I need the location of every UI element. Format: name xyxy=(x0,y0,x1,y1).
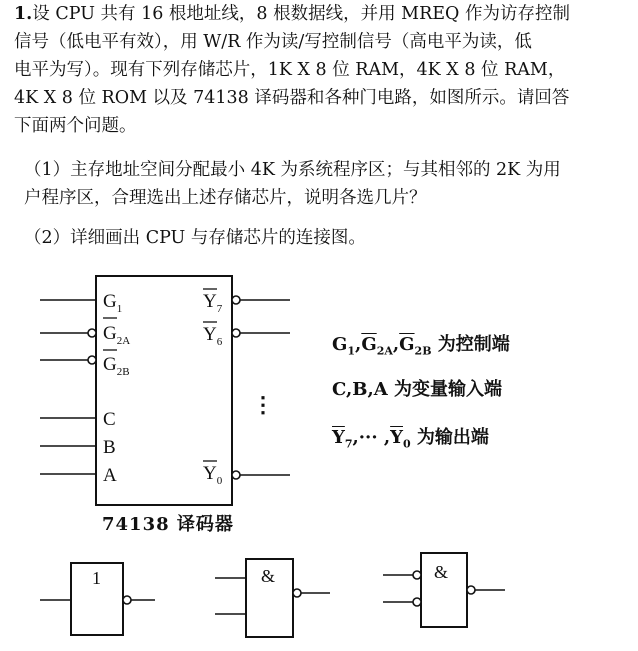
question-number: 1. xyxy=(14,4,33,24)
output-bubble-y0 xyxy=(232,471,240,479)
label-b: B xyxy=(103,437,116,458)
label-c: C xyxy=(103,409,116,430)
label-g2b: $G_{2B}$ xyxy=(103,354,130,378)
label-g1: $G_1$ xyxy=(103,291,123,315)
label-y6: $Y_6$ xyxy=(203,324,223,348)
nand-gate-input-bubble xyxy=(413,598,421,606)
output-bubble-y7 xyxy=(232,296,240,304)
label-y0: $Y_0$ xyxy=(203,463,223,487)
annotation-output: $\overline{Y}_7,\cdot\cdot\cdot ,\overline{Y}_0$ 为输出端 xyxy=(332,427,489,451)
question-line-1: 1.设 CPU 共有 16 根地址线，8 根数据线，并用 MREQ 作为访存控制 xyxy=(14,4,570,24)
question-line-5: 下面两个问题。 xyxy=(14,116,137,136)
question-line-3: 电平为写）。现有下列存储芯片，1K X 8 位 RAM，4K X 8 位 RAM， xyxy=(14,60,566,80)
sub1-line-1: （1）主存地址空间分配最小 4K 为系统程序区；与其相邻的 2K 为用 xyxy=(24,160,561,180)
nand-gate-bubble xyxy=(467,586,475,594)
label-g2a: $G_{2A}$ xyxy=(103,323,131,347)
annotation-control: $G_1,\overline{G}_{2A},\overline{G}_{2B}$ 为控制端 xyxy=(332,334,510,358)
and-gate-symbol: & xyxy=(261,566,276,586)
label-y7: $Y_7$ xyxy=(203,291,223,315)
decoder-caption: 74138 译码器 xyxy=(102,514,234,535)
nand-gate-symbol: & xyxy=(434,562,449,582)
output-bubble-y6 xyxy=(232,329,240,337)
not-gate-bubble xyxy=(123,596,131,604)
annotation-variable: C,B,A 为变量输入端 xyxy=(332,379,502,400)
sub1-line-2: 户程序区，合理选出上述存储芯片，说明各选几片？ xyxy=(24,188,427,208)
inverter-bubble xyxy=(88,356,96,364)
label-a: A xyxy=(103,465,117,486)
sub2-line-1: （2）详细画出 CPU 与存储芯片的连接图。 xyxy=(24,228,366,248)
question-line-2: 信号（低电平有效），用 W/R 作为读/写控制信号（高电平为读，低 xyxy=(14,32,532,52)
nand-gate-input-bubble xyxy=(413,571,421,579)
not-gate-symbol: 1 xyxy=(92,568,101,588)
and-gate-bubble xyxy=(293,589,301,597)
inverter-bubble xyxy=(88,329,96,337)
output-ellipsis: ⋮ xyxy=(252,392,274,417)
question-line-4: 4K X 8 位 ROM 以及 74138 译码器和各种门电路，如图所示。请回答 xyxy=(14,88,570,108)
